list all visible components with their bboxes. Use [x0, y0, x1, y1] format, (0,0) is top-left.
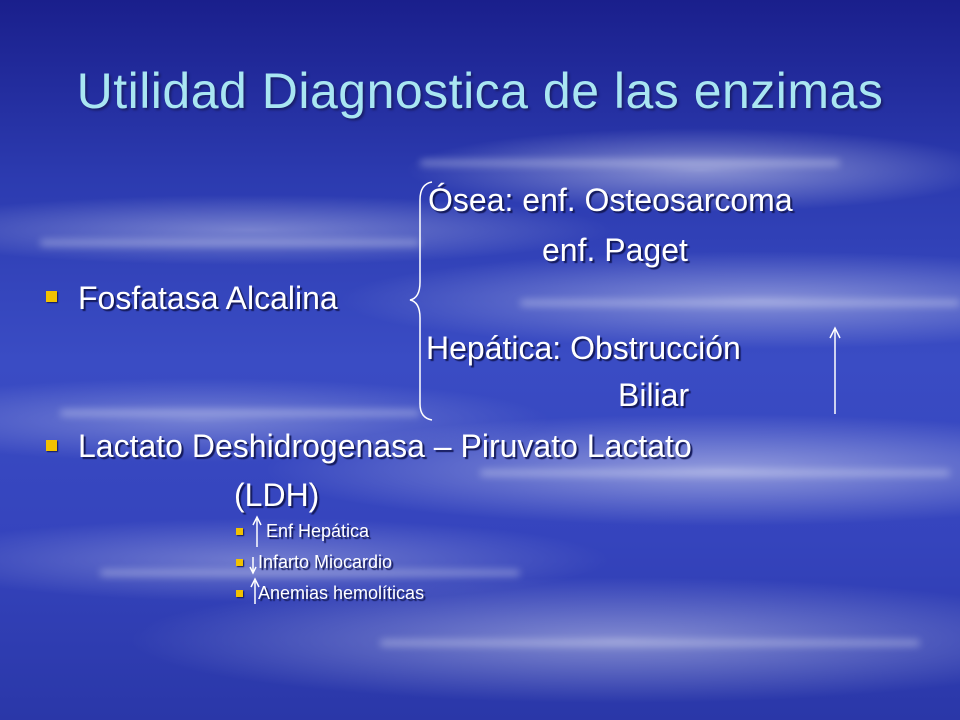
slide-title: Utilidad Diagnostica de las enzimas: [76, 63, 884, 119]
sub-bullet-square-icon: [236, 528, 243, 535]
ldh-label: Lactato Deshidrogenasa – Piruvato Lactato: [78, 428, 692, 464]
hepatica-line-1: Hepática: Obstrucción: [426, 330, 741, 366]
bullet-square-icon: [46, 291, 57, 302]
cloud-streak: [480, 470, 950, 476]
ldh-abbr: (LDH): [234, 477, 320, 513]
bullet-square-icon: [46, 440, 57, 451]
cloud-streak: [40, 240, 420, 246]
ldh-item-2: Infarto Miocardio: [258, 552, 393, 572]
cloud-streak: [60, 410, 420, 416]
osea-line-1: Ósea: enf. Osteosarcoma: [428, 182, 793, 218]
ldh-item-3: Anemias hemolíticas: [258, 583, 425, 603]
hepatica-line-2: Biliar: [618, 377, 690, 413]
cloud-streak: [520, 300, 960, 306]
sub-bullet-square-icon: [236, 590, 243, 597]
up-arrow-icon: [253, 517, 261, 547]
cloud-streak: [420, 160, 840, 166]
cloud-streak: [380, 640, 920, 646]
up-arrow-icon: [830, 328, 840, 414]
osea-line-2: enf. Paget: [542, 232, 688, 268]
fosfatasa-label: Fosfatasa Alcalina: [78, 280, 338, 316]
ldh-item-1: Enf Hepática: [266, 521, 370, 541]
sub-bullet-square-icon: [236, 559, 243, 566]
